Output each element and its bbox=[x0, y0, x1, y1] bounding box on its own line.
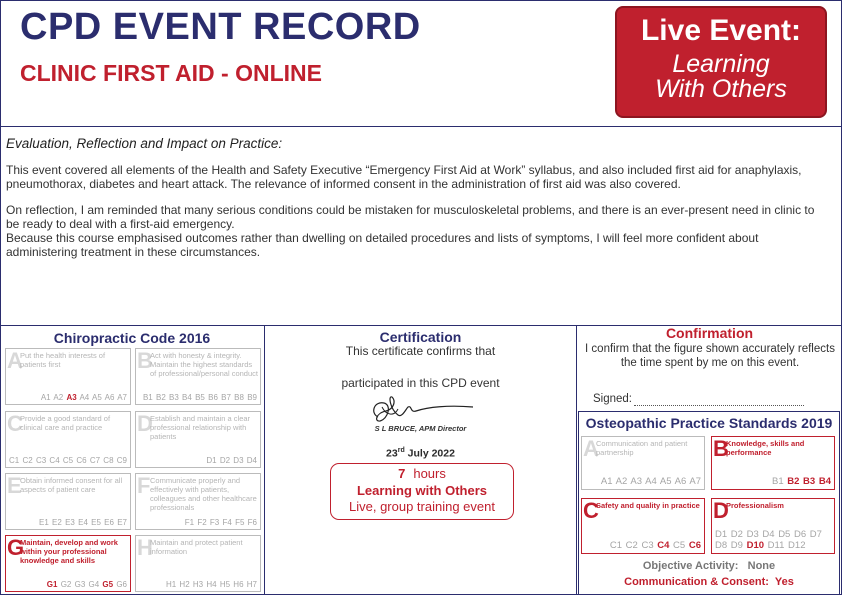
chiro-box-d bbox=[135, 411, 261, 468]
code-d7: D7 bbox=[809, 529, 822, 540]
chiro-codes bbox=[39, 518, 127, 527]
code-g4: G4 bbox=[88, 580, 100, 589]
chiro-letter: B bbox=[137, 348, 153, 373]
code-a2: A2 bbox=[53, 393, 64, 402]
director-signature bbox=[368, 395, 478, 425]
code-h6: H6 bbox=[233, 580, 244, 589]
code-e2: E2 bbox=[52, 518, 62, 527]
code-a1: A1 bbox=[600, 476, 613, 487]
evaluation-heading: Evaluation, Reflection and Impact on Practice: bbox=[6, 136, 283, 151]
code-b3: B3 bbox=[169, 393, 179, 402]
chiro-code-title: Chiropractic Code 2016 bbox=[53, 330, 211, 346]
code-b5: B5 bbox=[195, 393, 205, 402]
code-f2: F2 bbox=[197, 518, 207, 527]
signature-line[interactable] bbox=[634, 405, 804, 406]
code-d10: D10 bbox=[746, 540, 765, 551]
code-f3: F3 bbox=[209, 518, 220, 527]
chiro-letter: G bbox=[7, 535, 25, 560]
confirmation-text: I confirm that the figure shown accurately reflects the time spent by me on this event. bbox=[585, 343, 835, 369]
chiro-description: Maintain and protect patient information bbox=[150, 538, 243, 556]
divider-col-1 bbox=[264, 325, 265, 595]
confirmation-title: Confirmation bbox=[665, 325, 754, 341]
chiro-box-h bbox=[135, 535, 261, 592]
code-d12: D12 bbox=[788, 540, 806, 551]
chiro-codes bbox=[47, 580, 127, 589]
code-a1: A1 bbox=[40, 393, 51, 402]
code-e4: E4 bbox=[78, 518, 88, 527]
code-e1: E1 bbox=[39, 518, 49, 527]
chiro-box-g bbox=[5, 535, 131, 592]
code-b9: B9 bbox=[247, 393, 257, 402]
osteo-box-d bbox=[711, 498, 835, 554]
code-h3: H3 bbox=[192, 580, 204, 589]
certification-line-1: This certificate confirms that bbox=[345, 344, 496, 358]
code-d11: D11 bbox=[767, 540, 785, 551]
code-d4: D4 bbox=[246, 456, 257, 465]
code-c1: C1 bbox=[609, 540, 623, 551]
code-b1: B1 bbox=[142, 393, 153, 402]
chiro-letter: C bbox=[7, 411, 23, 436]
evaluation-section bbox=[6, 137, 826, 271]
code-h5: H5 bbox=[219, 580, 231, 589]
code-f5: F5 bbox=[235, 518, 245, 527]
chiro-codes bbox=[143, 393, 257, 402]
code-d9: D9 bbox=[730, 540, 743, 551]
code-f1: F1 bbox=[184, 518, 195, 527]
code-h1: H1 bbox=[165, 580, 177, 589]
code-a7: A7 bbox=[117, 393, 127, 402]
osteo-codes bbox=[715, 529, 831, 551]
code-d2: D2 bbox=[730, 529, 743, 540]
divider-top bbox=[0, 126, 842, 127]
code-c4: C4 bbox=[49, 456, 60, 465]
code-g6: G6 bbox=[116, 580, 127, 589]
osteo-description: Professionalism bbox=[726, 501, 784, 510]
certification-line-2: participated in this CPD event bbox=[341, 376, 500, 390]
osteo-letter: A bbox=[583, 436, 599, 461]
chiro-box-a bbox=[5, 348, 131, 405]
chiro-codes bbox=[9, 456, 127, 465]
live-event-badge bbox=[615, 6, 827, 118]
live-event-label: Live Event: bbox=[640, 14, 802, 47]
chiro-description: Act with honesty & integrity. Maintain the highest standards of professional/personal conduct bbox=[150, 351, 258, 378]
live-event-line1: Learning bbox=[672, 50, 770, 78]
code-d6: D6 bbox=[793, 529, 807, 540]
page-subtitle: CLINIC FIRST AID - ONLINE bbox=[20, 60, 322, 86]
code-a4: A4 bbox=[645, 476, 657, 487]
osteo-codes bbox=[610, 540, 701, 551]
code-b3: B3 bbox=[803, 476, 816, 487]
evaluation-para-3: Because this course emphasised outcomes rather than dwelling on detailed procedures and lists of symptoms, I will feel more confident about administering treatment in these circumstances. bbox=[6, 231, 759, 259]
code-a4: A4 bbox=[79, 393, 90, 402]
hours-value: 7 bbox=[398, 466, 406, 481]
code-c2: C2 bbox=[22, 456, 33, 465]
osteo-letter: B bbox=[713, 436, 729, 461]
chiro-box-c bbox=[5, 411, 131, 468]
code-c4: C4 bbox=[657, 540, 670, 551]
chiro-description: Put the health interests of patients first bbox=[20, 351, 106, 369]
divider-col-2 bbox=[576, 325, 577, 595]
live-event-line2: With Others bbox=[655, 75, 787, 103]
code-b2: B2 bbox=[155, 393, 166, 402]
code-g1: G1 bbox=[46, 580, 58, 589]
code-c1: C1 bbox=[9, 456, 20, 465]
objective-activity-value: None bbox=[747, 560, 776, 572]
page-title: CPD EVENT RECORD bbox=[20, 6, 421, 48]
osteo-standards-title: Osteopathic Practice Standards 2019 bbox=[585, 415, 833, 431]
evaluation-para-1: This event covered all elements of the Health and Safety Executive “Emergency First Aid at Work” syllabus, and also included first aid for anaphylaxis, pneumothorax, diabetes and heart attack. The relevance of informed consent in the administration of first aid was also covered. bbox=[6, 163, 802, 191]
osteo-box-b bbox=[711, 436, 835, 490]
code-d3: D3 bbox=[233, 456, 244, 465]
code-e6: E6 bbox=[104, 518, 114, 527]
code-c2: C2 bbox=[625, 540, 638, 551]
code-c6: C6 bbox=[688, 540, 701, 551]
osteo-codes bbox=[772, 476, 831, 487]
code-c3: C3 bbox=[641, 540, 654, 551]
chiro-description: Obtain informed consent for all aspects of patient care bbox=[20, 476, 123, 494]
code-h7: H7 bbox=[246, 580, 257, 589]
code-f6: F6 bbox=[247, 518, 257, 527]
communication-consent-label: Communication & Consent: bbox=[624, 576, 769, 588]
code-d8: D8 bbox=[715, 540, 728, 551]
chiro-box-f bbox=[135, 473, 261, 530]
objective-activity-label: Objective Activity: bbox=[642, 560, 739, 572]
code-b4: B4 bbox=[818, 476, 831, 487]
code-b6: B6 bbox=[208, 393, 218, 402]
event-name: Learning with Others bbox=[356, 483, 487, 498]
code-a6: A6 bbox=[674, 476, 687, 487]
certification-title: Certification bbox=[379, 329, 462, 345]
code-d3: D3 bbox=[746, 529, 759, 540]
hours-box bbox=[330, 463, 514, 520]
code-e7: E7 bbox=[117, 518, 127, 527]
osteo-box-a bbox=[581, 436, 705, 490]
chiro-box-b bbox=[135, 348, 261, 405]
chiro-letter: F bbox=[137, 473, 151, 498]
code-b2: B2 bbox=[787, 476, 800, 487]
code-d1: D1 bbox=[206, 456, 217, 465]
code-a5: A5 bbox=[92, 393, 102, 402]
code-c3: C3 bbox=[35, 456, 47, 465]
code-d2: D2 bbox=[219, 456, 231, 465]
code-b7: B7 bbox=[221, 393, 231, 402]
communication-consent bbox=[578, 576, 840, 588]
chiro-box-e bbox=[5, 473, 131, 530]
code-g3: G3 bbox=[74, 580, 86, 589]
code-a2: A2 bbox=[615, 476, 628, 487]
code-e3: E3 bbox=[65, 518, 75, 527]
code-d5: D5 bbox=[778, 529, 791, 540]
code-a7: A7 bbox=[689, 476, 701, 487]
chiro-codes bbox=[206, 456, 257, 465]
chiro-description: Maintain, develop and work within your professional knowledge and skills bbox=[20, 538, 118, 565]
osteo-description: Safety and quality in practice bbox=[596, 501, 700, 510]
code-c8: C8 bbox=[103, 456, 114, 465]
chiro-letter: E bbox=[7, 473, 22, 498]
chiro-codes bbox=[185, 518, 257, 527]
code-b8: B8 bbox=[234, 393, 244, 402]
osteo-letter: D bbox=[713, 498, 729, 523]
code-b1: B1 bbox=[771, 476, 784, 487]
code-c5: C5 bbox=[673, 540, 686, 551]
code-a3: A3 bbox=[630, 476, 642, 487]
code-b4: B4 bbox=[182, 393, 192, 402]
osteo-box-c bbox=[581, 498, 705, 554]
chiro-codes bbox=[41, 393, 127, 402]
code-h4: H4 bbox=[206, 580, 217, 589]
signed-label: Signed: bbox=[593, 393, 633, 405]
code-a6: A6 bbox=[104, 393, 115, 402]
chiro-description: Communicate properly and effectively with patients, colleagues and other healthcare professionals bbox=[150, 476, 257, 512]
objective-activity bbox=[578, 560, 840, 572]
code-a5: A5 bbox=[659, 476, 672, 487]
code-a3: A3 bbox=[66, 393, 77, 402]
date-suffix: rd bbox=[397, 447, 405, 454]
date-day: 23 bbox=[386, 447, 398, 460]
code-d1: D1 bbox=[715, 529, 728, 540]
date-rest: July 2022 bbox=[404, 447, 455, 460]
osteo-description: Knowledge, skills and performance bbox=[726, 439, 805, 457]
chiro-letter: D bbox=[137, 411, 153, 436]
director-name: S L BRUCE, APM Director bbox=[374, 424, 467, 433]
code-h2: H2 bbox=[179, 580, 190, 589]
event-date bbox=[265, 447, 576, 460]
event-type: Live, group training event bbox=[349, 499, 495, 514]
chiro-letter: H bbox=[137, 535, 153, 560]
code-c6: C6 bbox=[76, 456, 87, 465]
chiro-description: Establish and maintain a clear professional relationship with patients bbox=[150, 414, 251, 441]
hours-label: hours bbox=[413, 466, 446, 481]
code-d4: D4 bbox=[762, 529, 775, 540]
code-c5: C5 bbox=[62, 456, 74, 465]
chiro-codes bbox=[166, 580, 257, 589]
code-f4: F4 bbox=[222, 518, 232, 527]
chiro-description: Provide a good standard of clinical care and practice bbox=[20, 414, 111, 432]
code-e5: E5 bbox=[91, 518, 101, 527]
evaluation-para-2: On reflection, I am reminded that many serious conditions could be mistaken for musculoskeletal problems, and there is an ever-present need in clinic to be ready to deal with a first-aid emergency. bbox=[6, 203, 815, 231]
code-c7: C7 bbox=[89, 456, 101, 465]
communication-consent-value: Yes bbox=[774, 576, 794, 588]
code-c9: C9 bbox=[116, 456, 127, 465]
code-g5: G5 bbox=[102, 580, 114, 589]
chiro-letter: A bbox=[7, 348, 23, 373]
osteo-codes bbox=[601, 476, 701, 487]
code-g2: G2 bbox=[60, 580, 72, 589]
osteo-letter: C bbox=[583, 498, 599, 523]
osteo-description: Communication and patient partnership bbox=[596, 439, 688, 457]
